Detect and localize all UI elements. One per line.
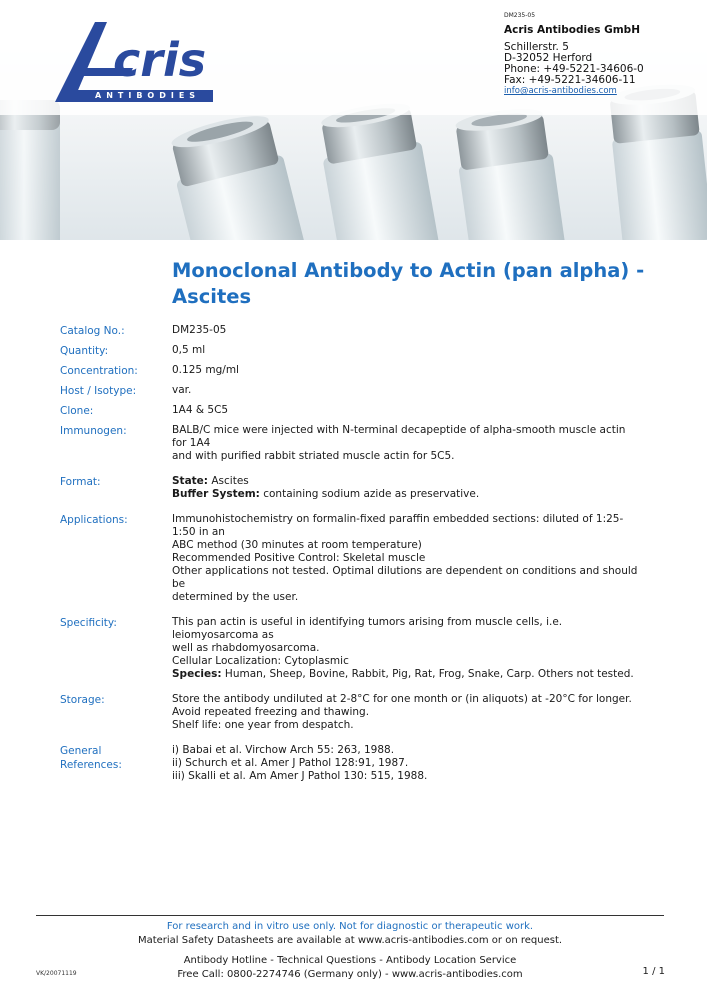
logo-subtext: ANTIBODIES xyxy=(95,91,201,100)
fax: Fax: +49-5221-34606-11 xyxy=(504,74,636,86)
storage-line: Shelf life: one year from despatch. xyxy=(172,719,354,731)
immunogen-line: BALB/C mice were injected with N-terminal decapeptide of alpha-smooth muscle actin for 1A4 xyxy=(172,424,626,449)
phone: Phone: +49-5221-34606-0 xyxy=(504,63,644,75)
spec-row-format xyxy=(60,475,660,501)
spec-row-clone xyxy=(60,404,660,418)
concentration-value: 0.125 mg/ml xyxy=(172,364,239,376)
applications-line: ABC method (30 minutes at room temperature) xyxy=(172,539,422,551)
svg-text:cris: cris xyxy=(113,33,207,87)
applications-line: Other applications not tested. Optimal dilutions are dependent on conditions and should be xyxy=(172,565,638,590)
storage-line: Store the antibody undiluted at 2-8°C for one month or (in aliquots) at -20°C for longer. xyxy=(172,693,632,705)
page-number: 1 / 1 xyxy=(642,966,665,977)
spec-row-specificity xyxy=(60,616,660,681)
footer-hotline: Antibody Hotline - Technical Questions - Antibody Location Service xyxy=(183,955,517,966)
buffer-value: containing sodium azide as preservative. xyxy=(259,488,480,500)
clone-label: Clone: xyxy=(60,405,94,417)
applications-label: Applications: xyxy=(60,514,128,526)
specificity-line: Cellular Localization: Cytoplasmic xyxy=(172,655,349,667)
specificity-label: Specificity: xyxy=(60,617,117,629)
street: Schillerstr. 5 xyxy=(504,41,569,53)
spec-row-storage xyxy=(60,693,660,732)
host-value: var. xyxy=(172,384,192,396)
quantity-value: 0,5 ml xyxy=(172,344,206,356)
header-banner xyxy=(0,0,707,240)
spec-row-concentration xyxy=(60,364,660,378)
clone-value: 1A4 & 5C5 xyxy=(172,404,229,416)
references-label-line: References: xyxy=(60,759,122,771)
references-label xyxy=(60,744,172,783)
spec-table xyxy=(60,324,660,789)
format-label: Format: xyxy=(60,476,101,488)
immunogen-line: and with purified rabbit striated muscle actin for 5C5. xyxy=(172,450,455,462)
company-name: Acris Antibodies GmbH xyxy=(504,24,640,36)
species-label: Species: xyxy=(172,668,222,680)
reference-item: i) Babai et al. Virchow Arch 55: 263, 1988. xyxy=(172,744,395,756)
spec-row-references xyxy=(60,744,660,783)
state-label: State: xyxy=(172,475,209,487)
version-code: VK/20071119 xyxy=(36,970,77,977)
storage-value xyxy=(172,693,642,732)
host-label: Host / Isotype: xyxy=(60,385,137,397)
title-line-1: Monoclonal Antibody to Actin (pan alpha) - xyxy=(172,259,645,282)
footer-disclaimer: For research and in vitro use only. Not for diagnostic or therapeutic work. xyxy=(166,921,534,932)
spec-row-catalog xyxy=(60,324,660,338)
spec-row-applications xyxy=(60,513,660,604)
specificity-line: well as rhabdomyosarcoma. xyxy=(172,642,320,654)
footer-msds: Material Safety Datasheets are available at www.acris-antibodies.com or on request. xyxy=(137,935,563,946)
storage-line: Avoid repeated freezing and thawing. xyxy=(172,706,370,718)
city: D-32052 Herford xyxy=(504,52,593,64)
title-line-2: Ascites xyxy=(172,285,252,308)
applications-line: determined by the user. xyxy=(172,591,299,603)
spec-row-quantity xyxy=(60,344,660,358)
storage-label: Storage: xyxy=(60,694,105,706)
acris-logo xyxy=(55,22,220,107)
applications-value xyxy=(172,513,642,604)
specificity-line: This pan actin is useful in identifying tumors arising from muscle cells, i.e. leiomyosarcoma as xyxy=(172,616,563,641)
footer-divider xyxy=(36,915,664,916)
buffer-label: Buffer System: xyxy=(172,488,260,500)
spec-row-host xyxy=(60,384,660,398)
spec-row-immunogen xyxy=(60,424,660,463)
applications-line: Immunohistochemistry on formalin-fixed paraffin embedded sections: diluted of 1:25-1:50 in an xyxy=(172,513,624,538)
immunogen-label: Immunogen: xyxy=(60,425,127,437)
state-value: Ascites xyxy=(208,475,249,487)
references-label-line: General xyxy=(60,745,102,757)
product-code-small: DM235-05 xyxy=(504,12,536,19)
format-value xyxy=(172,475,642,501)
applications-line: Recommended Positive Control: Skeletal muscle xyxy=(172,552,426,564)
reference-item: iii) Skalli et al. Am Amer J Pathol 130: 515, 1988. xyxy=(172,770,428,782)
quantity-label: Quantity: xyxy=(60,345,109,357)
specificity-value xyxy=(172,616,642,681)
references-value xyxy=(172,744,642,783)
immunogen-value xyxy=(172,424,642,463)
email-link[interactable]: info@acris-antibodies.com xyxy=(504,86,617,96)
concentration-label: Concentration: xyxy=(60,365,138,377)
footer-contact xyxy=(36,954,664,982)
page-title xyxy=(172,258,652,310)
footer-freecall: Free Call: 0800-2274746 (Germany only) - www.acris-antibodies.com xyxy=(177,969,523,980)
species-value: Human, Sheep, Bovine, Rabbit, Pig, Rat, Frog, Snake, Carp. Others not tested. xyxy=(221,668,634,680)
catalog-label: Catalog No.: xyxy=(60,325,125,337)
company-address xyxy=(504,12,644,97)
reference-item: ii) Schurch et al. Amer J Pathol 128:91, 1987. xyxy=(172,757,409,769)
catalog-value: DM235-05 xyxy=(172,324,227,336)
